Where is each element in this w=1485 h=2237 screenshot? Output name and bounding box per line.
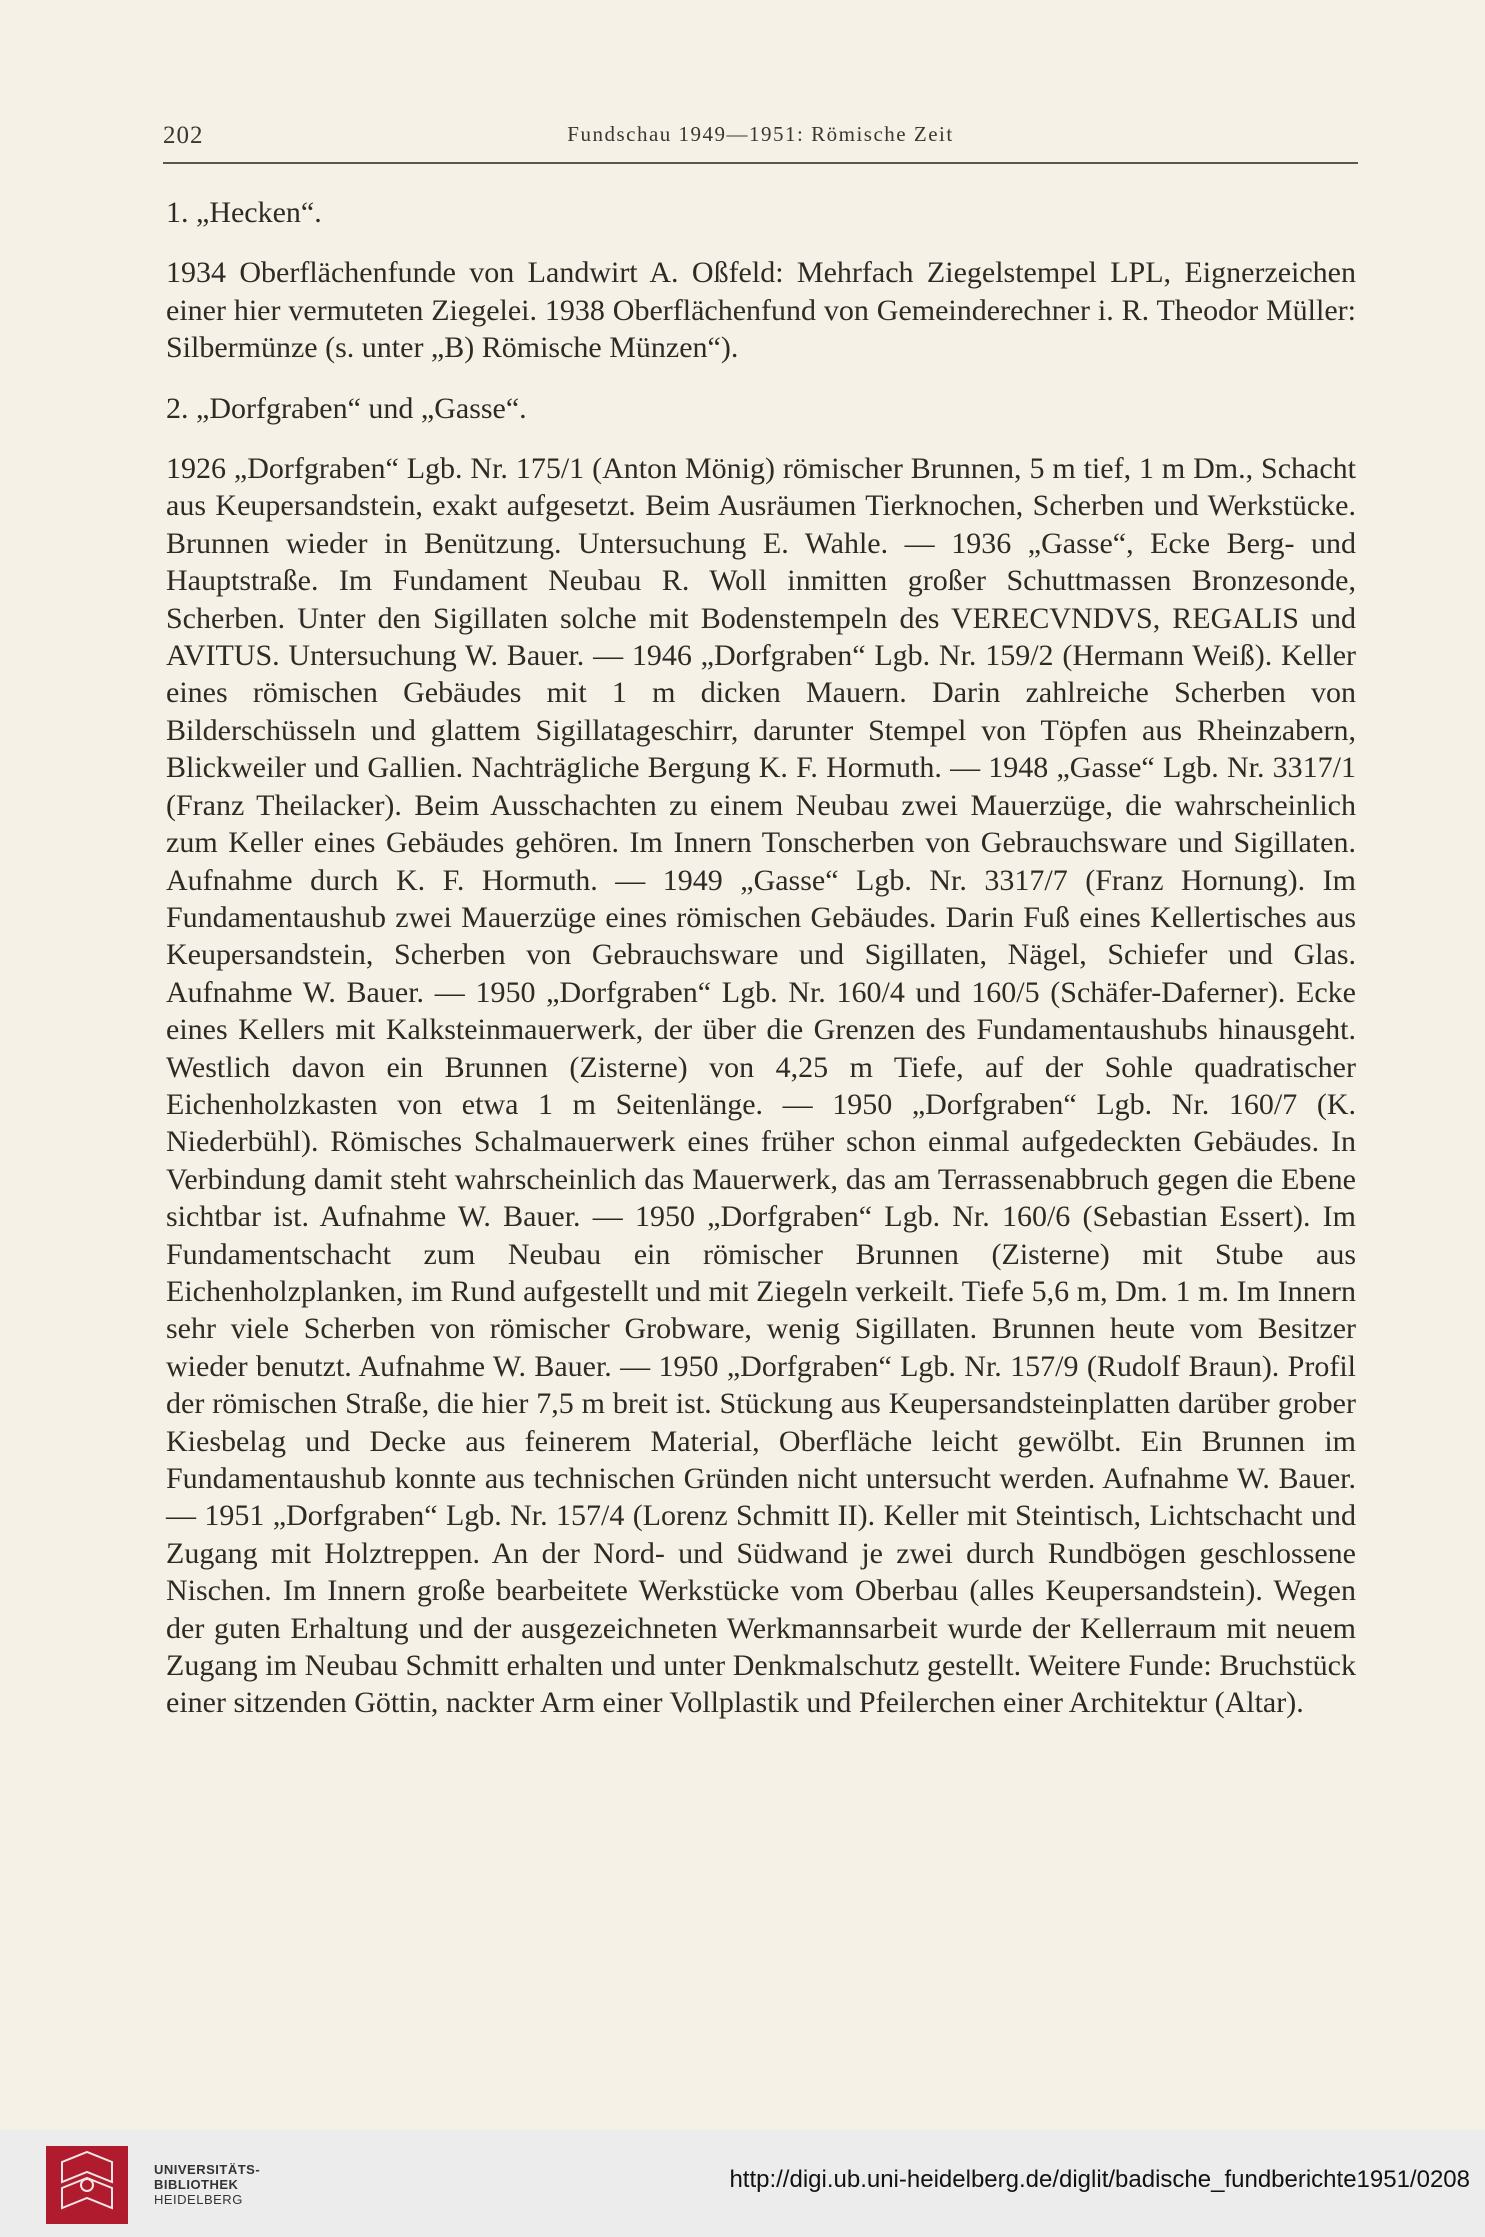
footer-bar xyxy=(0,2130,1485,2237)
running-title: Fundschau 1949—1951: Römische Zeit xyxy=(567,122,954,146)
library-name-line2: BIBLIOTHEK xyxy=(154,2177,239,2192)
paragraph-dorfgraben: 1926 „Dorfgraben“ Lgb. Nr. 175/1 (Anton Mönig) römischer Brunnen, 5 m tief, 1 m Dm., Schacht aus Keupersandstein, exakt aufgesetzt. Beim Ausräumen Tierknochen, Scherben und Werkstücke. Brunnen wieder in Benützung. Untersuchung E. Wahle. — 1936 „Gasse“, Ecke Berg- und Hauptstraße. Im Fundament Neubau R. Woll inmitten großer Schuttmassen Bronzesonde, Scherben. Unter den Sigillaten solche mit Bodenstempeln des VERECVNDVS, REGALIS und AVITUS. Untersuchung W. Bauer. — 1946 „Dorfgraben“ Lgb. Nr. 159/2 (Hermann Weiß). Keller eines römischen Gebäudes mit 1 m dicken Mauern. Darin zahlreiche Scherben von Bilderschüsseln und glattem Sigillatageschirr, darunter Stempel von Töpfen aus Rheinzabern, Blickweiler und Gallien. Nachträgliche Bergung K. F. Hormuth. — 1948 „Gasse“ Lgb. Nr. 3317/1 (Franz Theilacker). Beim Ausschachten zu einem Neubau zwei Mauerzüge, die wahrscheinlich zum Keller eines Gebäudes gehören. Im Innern Tonscherben von Gebrauchsware und Sigillaten. Aufnahme durch K. F. Hormuth. — 1949 „Gasse“ Lgb. Nr. 3317/7 (Franz Hornung). Im Fundamentaushub zwei Mauerzüge eines römischen Gebäudes. Darin Fuß eines Kellertisches aus Keupersandstein, Scherben von Gebrauchsware und Sigillaten, Nägel, Schiefer und Glas. Aufnahme W. Bauer. — 1950 „Dorfgraben“ Lgb. Nr. 160/4 und 160/5 (Schäfer-Daferner). Ecke eines Kellers mit Kalksteinmauerwerk, der über die Grenzen des Fundamentaushubs hinausgeht. Westlich davon ein Brunnen (Zisterne) von 4,25 m Tiefe, auf der Sohle quadratischer Eichenholzkasten von etwa 1 m Seitenlänge. — 1950 „Dorfgraben“ Lgb. Nr. 160/7 (K. Niederbühl). Römisches Schalmauerwerk eines früher schon einmal aufgedeckten Gebäudes. In Verbindung damit steht wahrscheinlich das Mauerwerk, das am Terrassenabbruch gegen die Ebene sichtbar ist. Aufnahme W. Bauer. — 1950 „Dorfgraben“ Lgb. Nr. 160/6 (Sebastian Essert). Im Fundamentschacht zum Neubau ein römischer Brunnen (Zisterne) mit Stube aus Eichenholzplanken, im Rund aufgestellt und mit Ziegeln verkeilt. Tiefe 5,6 m, Dm. 1 m. Im Innern sehr viele Scherben von römischer Grobware, wenig Sigillaten. Brunnen heute vom Besitzer wieder benutzt. Aufnahme W. Bauer. — 1950 „Dorfgraben“ Lgb. Nr. 157/9 (Rudolf Braun). Profil der römischen Straße, die hier 7,5 m breit ist. Stückung aus Keupersandsteinplatten darüber grober Kiesbelag und Decke aus feinerem Material, Oberfläche leicht gewölbt. Ein Brunnen im Fundamentaushub konnte aus technischen Gründen nicht untersucht werden. Aufnahme W. Bauer. — 1951 „Dorfgraben“ Lgb. Nr. 157/4 (Lorenz Schmitt II). Keller mit Steintisch, Lichtschacht und Zugang mit Holztreppen. An der Nord- und Südwand je zwei durch Rundbögen geschlossene Nischen. Im Innern große bearbeitete Werkstücke vom Oberbau (alles Keupersandstein). Wegen der guten Erhaltung und der ausgezeichneten Werkmannsarbeit wurde der Kellerraum mit neuem Zugang im Neubau Schmitt erhalten und unter Denkmalschutz gestellt. Weitere Funde: Bruchstück einer sitzenden Göttin, nackter Arm einer Vollplastik und Pfeilerchen einer Architektur (Altar). xyxy=(166,452,1356,1720)
running-head xyxy=(163,118,1358,164)
library-name xyxy=(154,2162,260,2207)
university-seal-icon xyxy=(42,2142,132,2228)
section-heading-hecken: 1. „Hecken“. xyxy=(166,196,322,229)
library-name-line1: UNIVERSITÄTS- xyxy=(154,2162,261,2177)
library-name-line3: HEIDELBERG xyxy=(154,2192,243,2207)
paragraph-hecken: 1934 Oberflächenfunde von Landwirt A. Oßfeld: Mehrfach Ziegelstempel LPL, Eignerzeichen einer hier vermuteten Ziegelei. 1938 Oberflächenfund von Gemeinderechner i. R. Theodor Müller: Silbermünze (s. unter „B) Römische Münzen“). xyxy=(166,256,1356,365)
section-heading-dorfgraben: 2. „Dorfgraben“ und „Gasse“. xyxy=(166,391,527,425)
page-number: 202 xyxy=(163,122,204,149)
source-url-link[interactable]: http://digi.ub.uni-heidelberg.de/diglit/badische_fundberichte1951/0208 xyxy=(729,2166,1470,2193)
article-body xyxy=(166,194,1356,1722)
